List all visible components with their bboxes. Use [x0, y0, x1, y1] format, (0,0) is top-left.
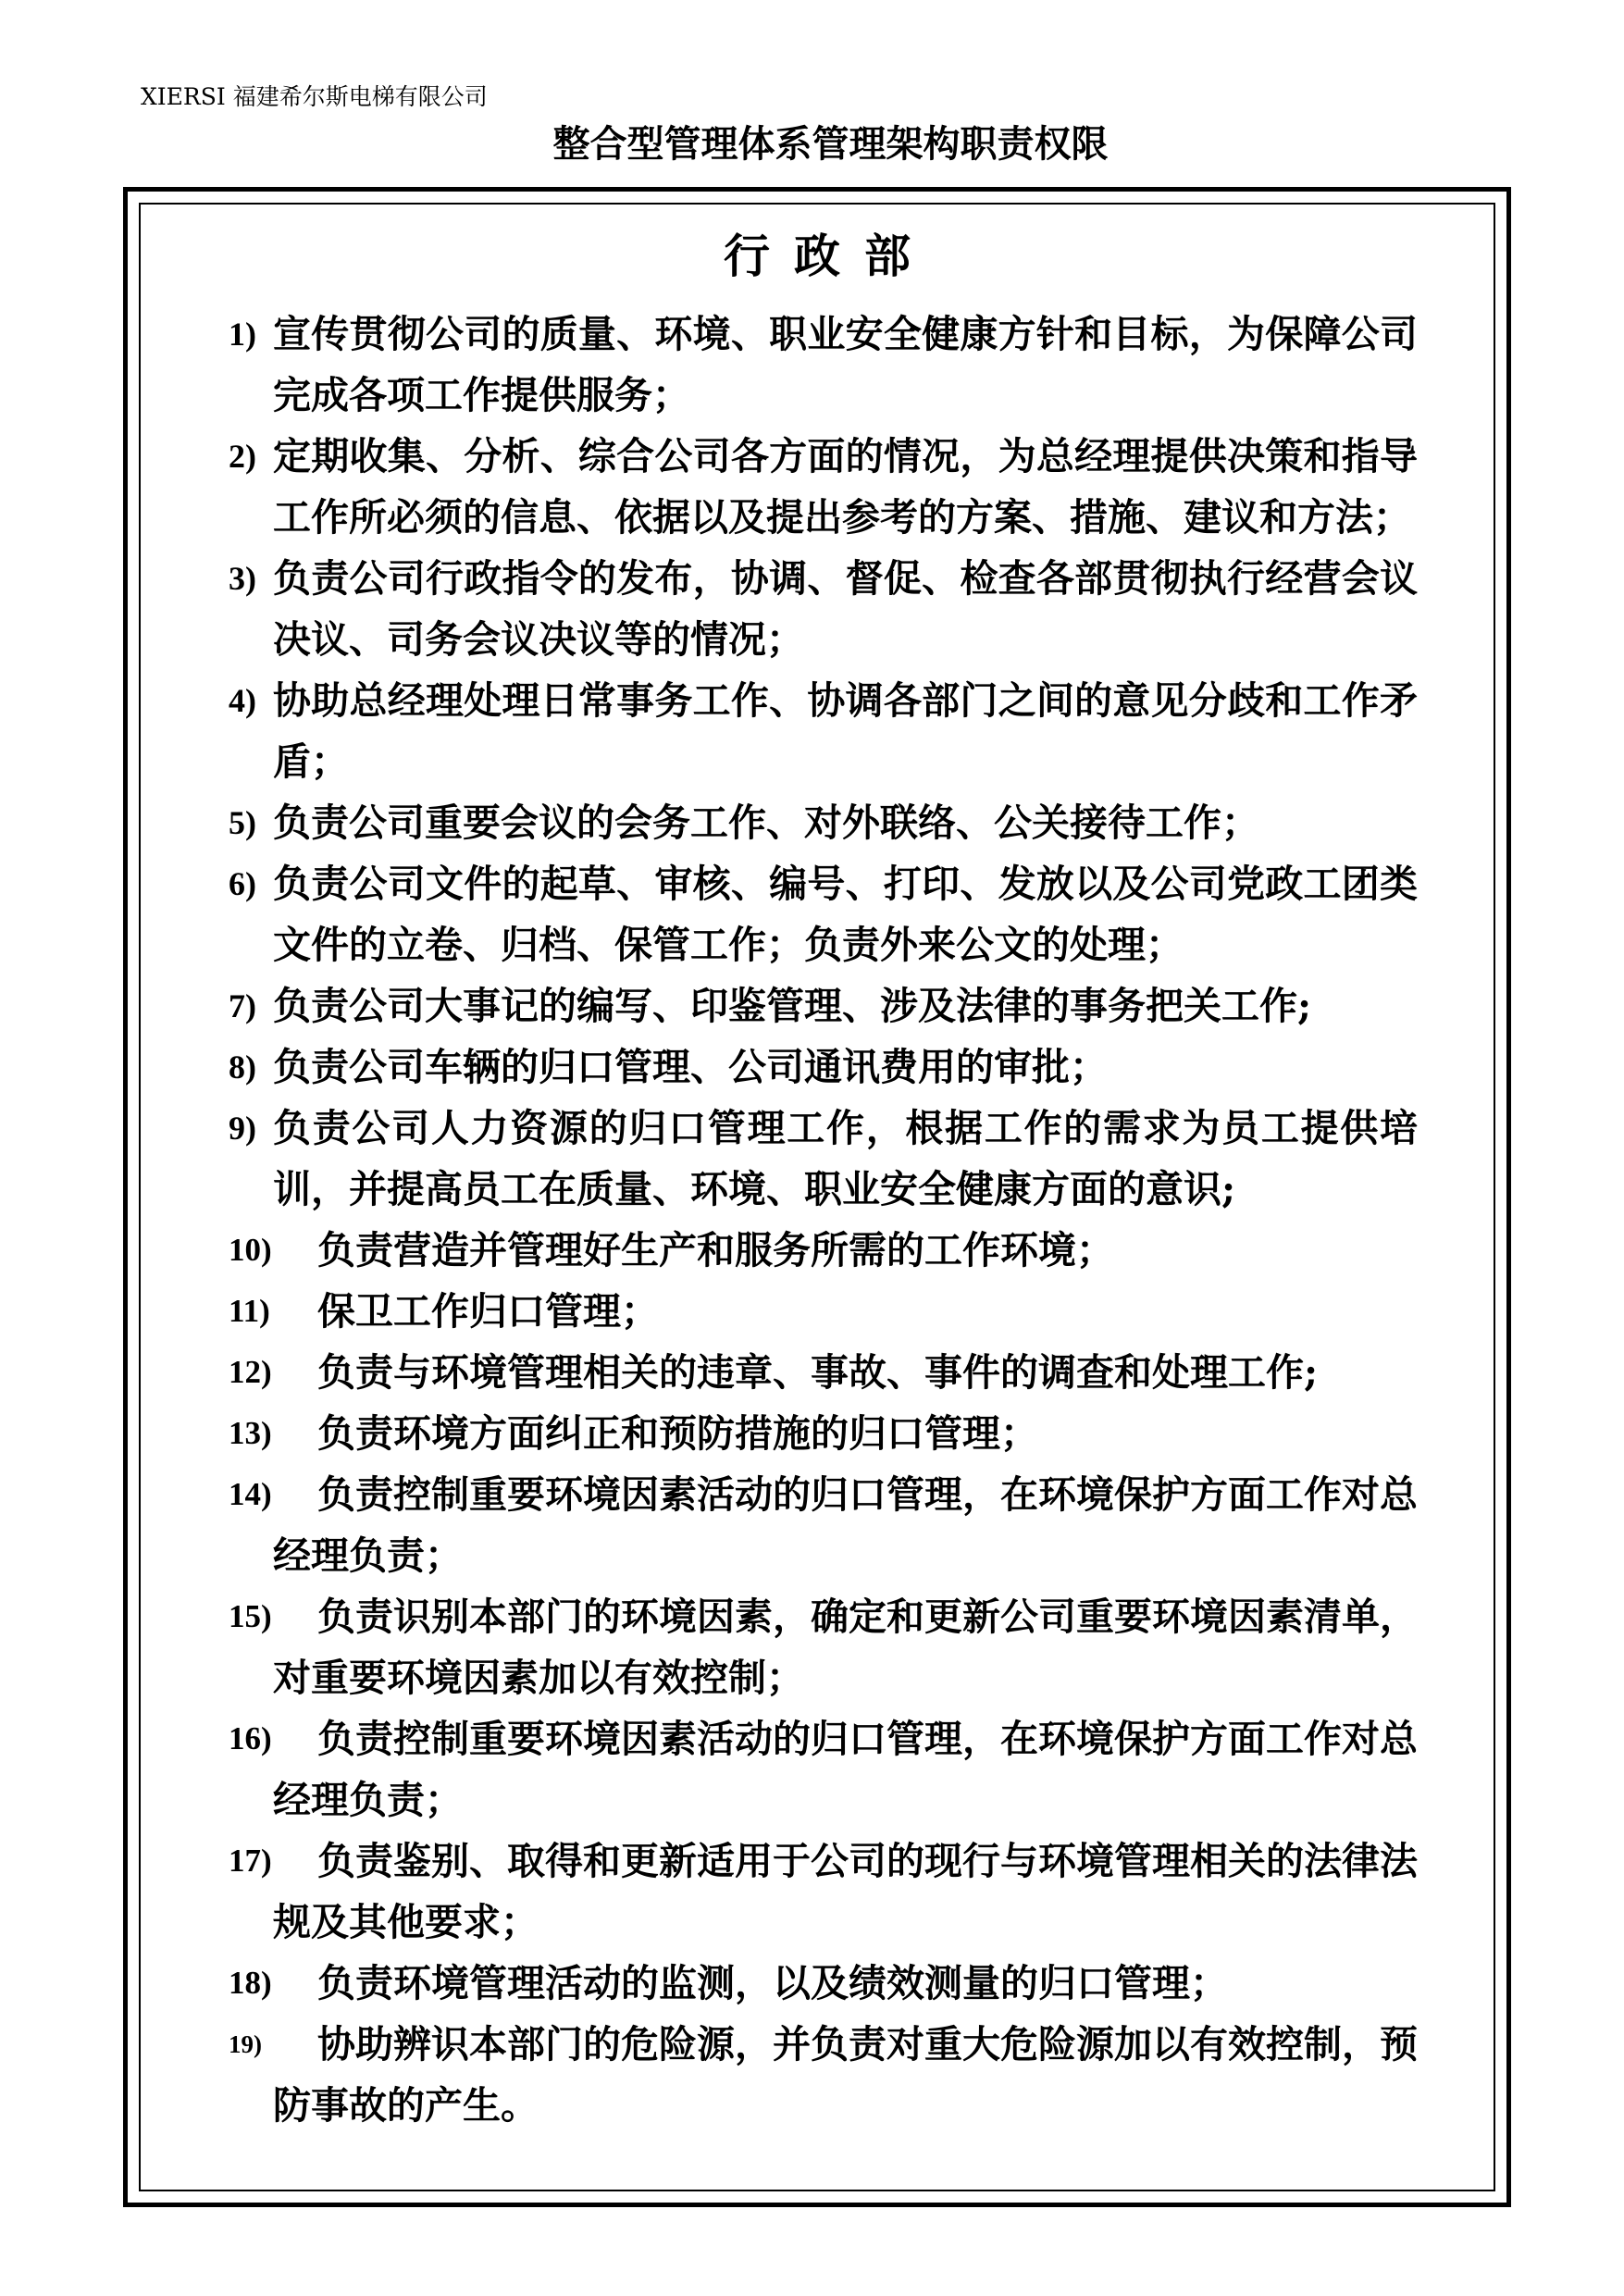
- duty-text: 保卫工作归口管理；: [317, 1289, 659, 1334]
- duty-text: 负责公司车辆的归口管理、公司通讯费用的审批；: [273, 1045, 1108, 1089]
- duty-number: 3): [229, 560, 256, 597]
- duty-text: 负责公司文件的起草、审核、编号、打印、发放以及公司党政工团类文件的立卷、归档、保管工作；负责外来公文的处理；: [273, 862, 1418, 967]
- duty-item: [229, 670, 1418, 792]
- duty-item: [229, 1708, 1418, 1831]
- duty-item: [229, 1403, 1418, 1464]
- duty-text: 定期收集、分析、综合公司各方面的情况，为总经理提供决策和指导工作所必须的信息、依据以及提出参考的方案、措施、建议和方法；: [273, 434, 1418, 540]
- duty-item: [229, 1342, 1418, 1403]
- duty-text: 负责公司行政指令的发布，协调、督促、检查各部贯彻执行经营会议决议、司务会议决议等的情况；: [273, 556, 1418, 662]
- duty-item: [229, 975, 1418, 1036]
- duty-number: 16): [229, 1720, 272, 1756]
- duty-text: 负责公司人力资源的归口管理工作，根据工作的需求为员工提供培训，并提高员工在质量、环境、职业安全健康方面的意识;: [273, 1106, 1418, 1211]
- duty-text: 协助辨识本部门的危险源，并负责对重大危险源加以有效控制，预防事故的产生。: [273, 2022, 1418, 2128]
- duty-number: 9): [229, 1110, 256, 1147]
- duty-text: 负责识别本部门的环境因素，确定和更新公司重要环境因素清单，对重要环境因素加以有效控制；: [273, 1595, 1418, 1700]
- duty-number: 11): [229, 1293, 270, 1329]
- duty-number: 19): [229, 2030, 262, 2058]
- duty-text: 负责与环境管理相关的违章、事故、事件的调查和处理工作;: [317, 1350, 1319, 1395]
- duty-text: 负责环境方面纠正和预防措施的归口管理；: [317, 1411, 1038, 1456]
- duty-number: 7): [229, 987, 256, 1024]
- duty-text: 负责环境管理活动的监测，以及绩效测量的归口管理；: [317, 1961, 1228, 2005]
- duty-text: 负责公司重要会议的会务工作、对外联络、公关接待工作；: [273, 800, 1259, 845]
- duty-item: [229, 1281, 1418, 1342]
- duty-number: 10): [229, 1232, 272, 1268]
- duty-number: 4): [229, 682, 256, 719]
- document-title: 整合型管理体系管理架构职责权限: [552, 122, 1109, 166]
- duty-text: 负责控制重要环境因素活动的归口管理，在环境保护方面工作对总经理负责；: [273, 1717, 1418, 1822]
- duty-item: [229, 1586, 1418, 1708]
- duty-text: 负责鉴别、取得和更新适用于公司的现行与环境管理相关的法律法规及其他要求；: [273, 1839, 1418, 1944]
- duty-item: [229, 1220, 1418, 1281]
- content-frame-inner: [139, 203, 1495, 2191]
- duty-item: [229, 1036, 1418, 1098]
- duty-item: [229, 1953, 1418, 2014]
- department-title: 行政部: [724, 229, 935, 283]
- duty-item: [229, 2014, 1418, 2136]
- duty-number: 8): [229, 1049, 256, 1086]
- duty-text: 负责控制重要环境因素活动的归口管理，在环境保护方面工作对总经理负责；: [273, 1472, 1418, 1578]
- duty-number: 14): [229, 1476, 272, 1512]
- duty-item: [229, 426, 1418, 548]
- duty-number: 13): [229, 1415, 272, 1451]
- duty-text: 协助总经理处理日常事务工作、协调各部门之间的意见分歧和工作矛盾；: [273, 678, 1418, 784]
- duty-number: 12): [229, 1354, 272, 1390]
- duty-text: 宣传贯彻公司的质量、环境、职业安全健康方针和目标，为保障公司完成各项工作提供服务；: [273, 312, 1418, 417]
- duty-text: 负责公司大事记的编写、印鉴管理、涉及法律的事务把关工作;: [273, 984, 1312, 1028]
- content-frame: [123, 187, 1511, 2207]
- duty-number: 18): [229, 1965, 272, 2001]
- duty-item: [229, 304, 1418, 426]
- duty-item: [229, 1464, 1418, 1586]
- duty-text: 负责营造并管理好生产和服务所需的工作环境；: [317, 1228, 1114, 1272]
- duty-number: 6): [229, 865, 256, 902]
- company-header: XIERSI 福建希尔斯电梯有限公司: [141, 83, 488, 110]
- duty-item: [229, 853, 1418, 975]
- duty-list: [229, 304, 1418, 2136]
- duty-number: 15): [229, 1598, 272, 1634]
- duty-number: 17): [229, 1843, 272, 1879]
- duty-item: [229, 792, 1418, 853]
- duty-item: [229, 1831, 1418, 1953]
- duty-number: 5): [229, 804, 256, 841]
- duty-number: 1): [229, 316, 256, 353]
- duty-item: [229, 548, 1418, 670]
- duty-number: 2): [229, 438, 256, 475]
- duty-item: [229, 1098, 1418, 1220]
